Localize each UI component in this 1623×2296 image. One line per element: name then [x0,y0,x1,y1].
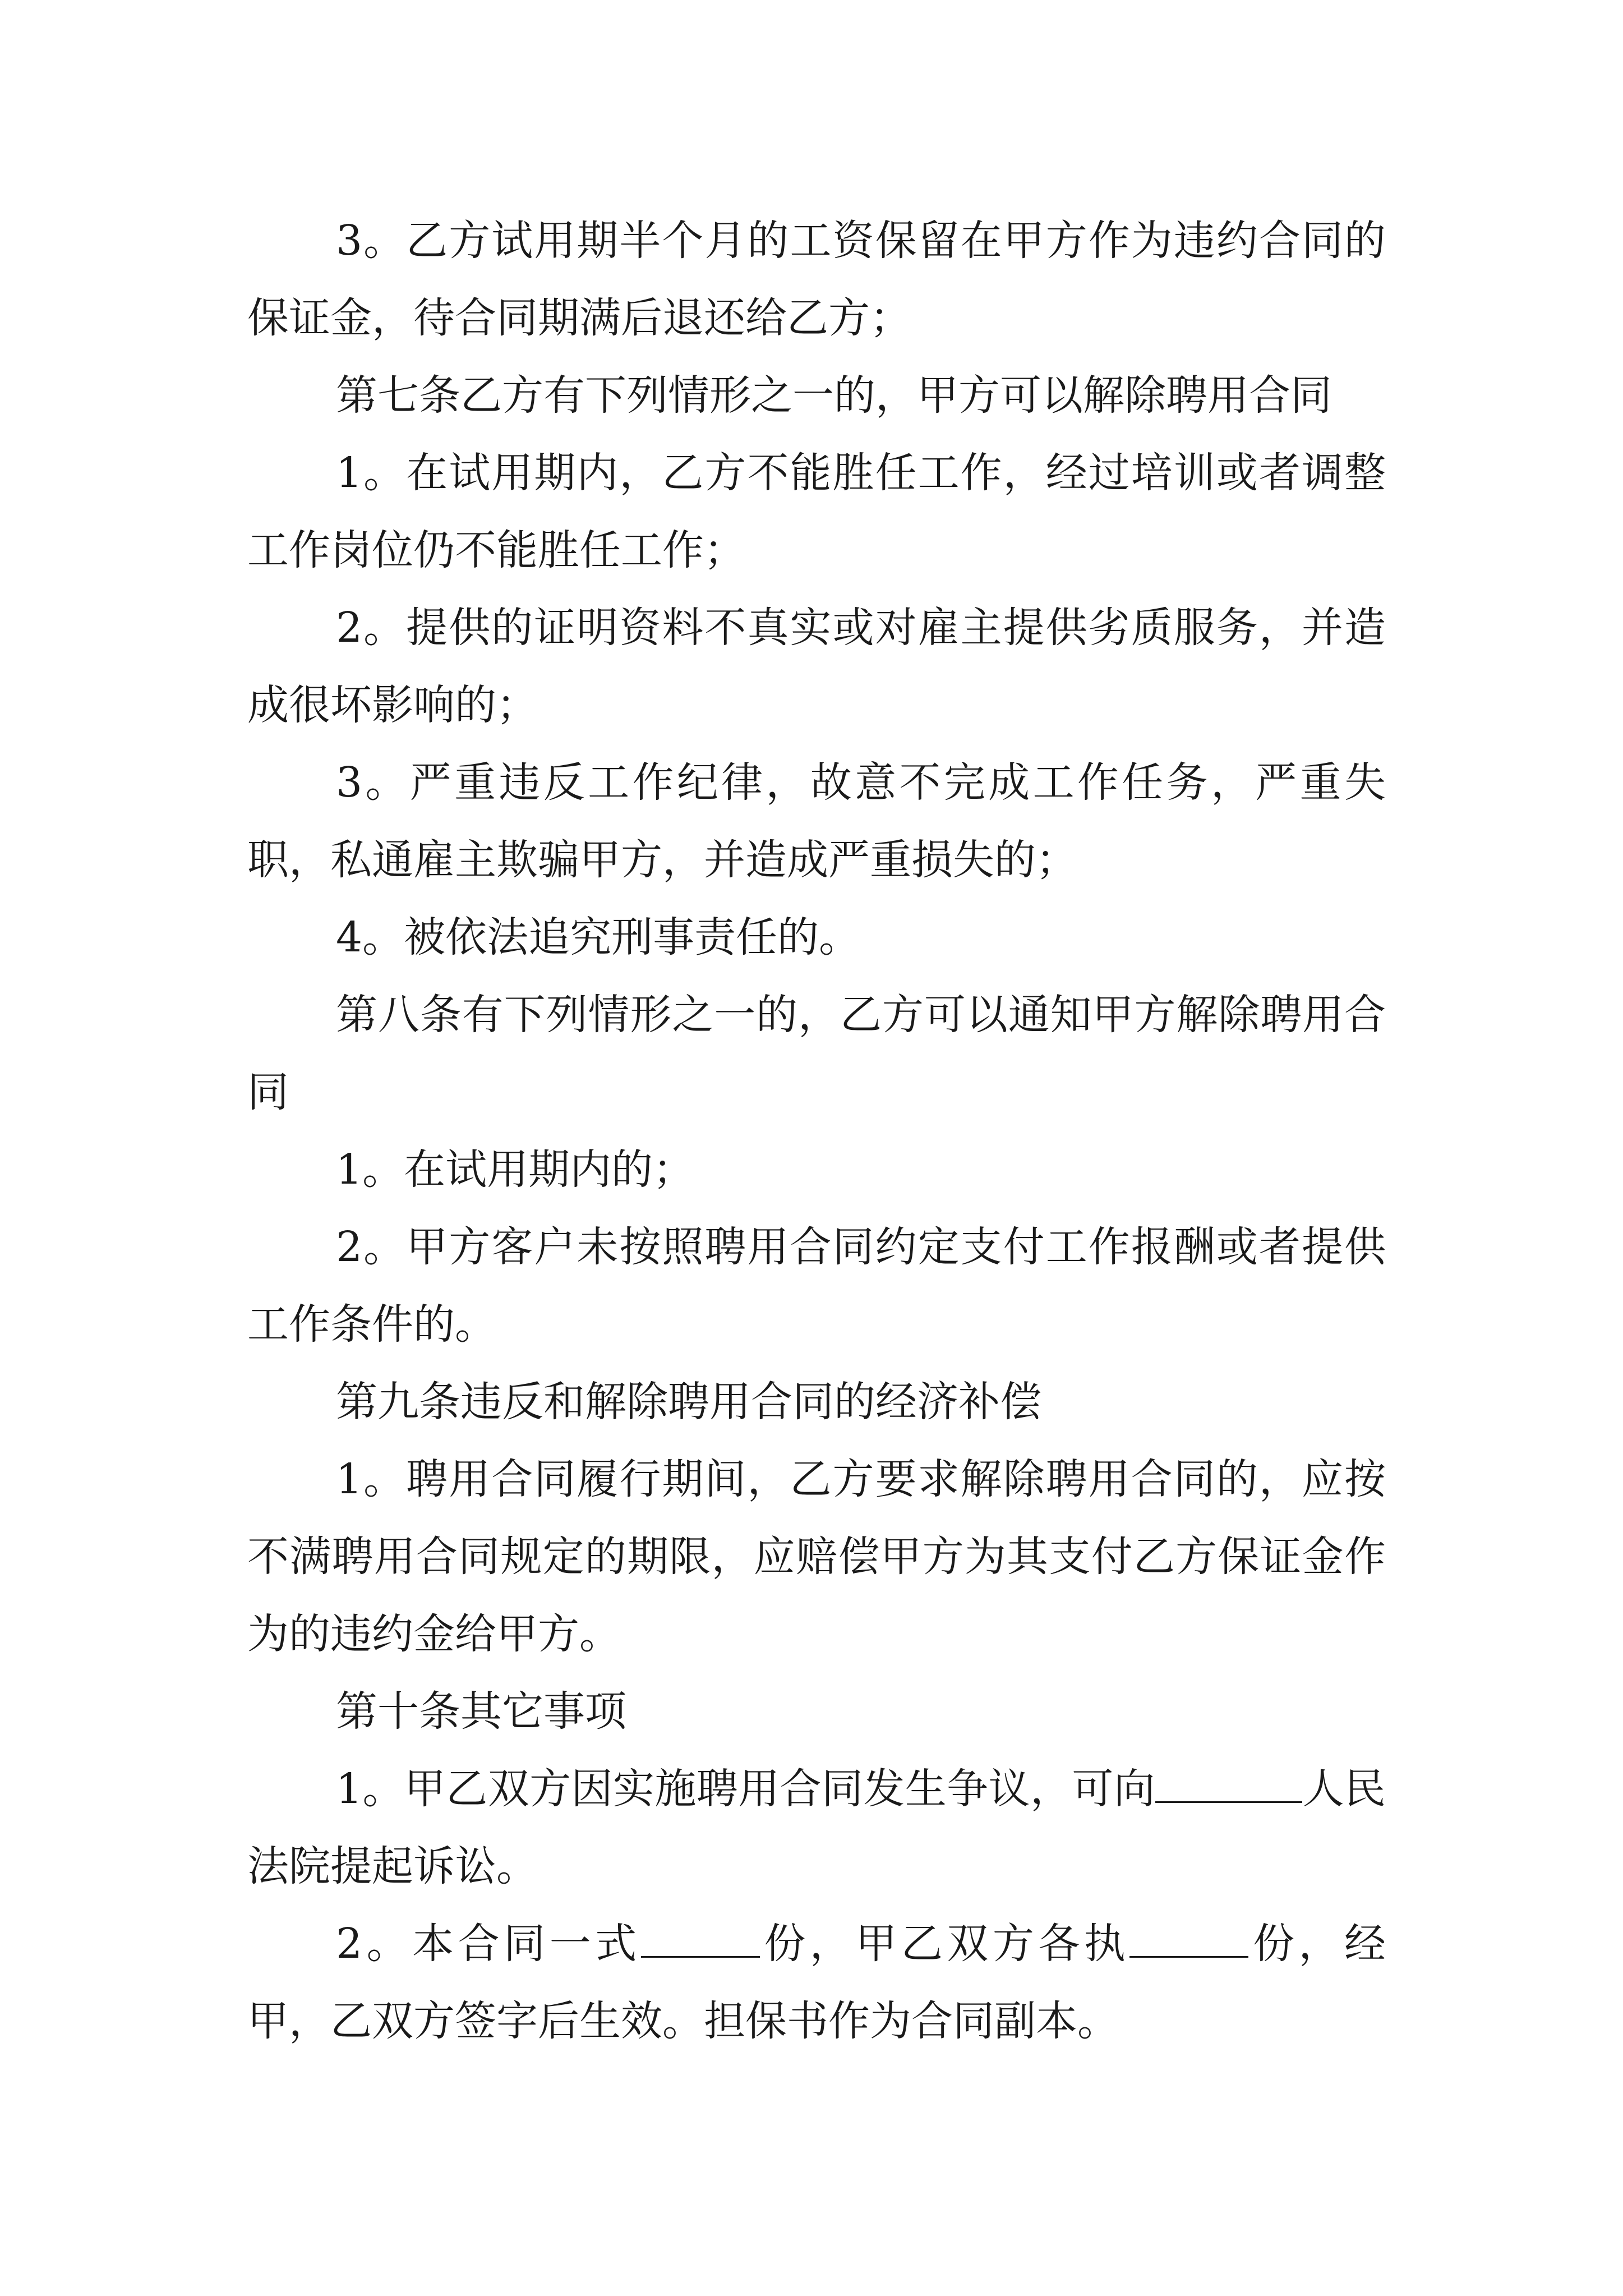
article-8-item-1: 1。在试用期内的； [336,1145,695,1194]
article-10-heading: 第十条其它事项 [336,1687,626,1736]
article-10-item-2 [247,1905,1386,2060]
article-7-item-2: 2。提供的证明资料不真实或对雇主提供劣质服务，并造成很坏影响的； [247,604,1386,729]
copies-clause-text-1: 2。本合同一式 [336,1920,641,1968]
article-7-heading: 第七条乙方有下列情形之一的，甲方可以解除聘用合同 [336,371,1332,420]
total-copies-blank [641,1921,760,1958]
article-7-item-4: 4。被依法追究刑事责任的。 [336,913,861,961]
article-10-item-1 [247,1750,1386,1905]
article-8-heading: 第八条有下列情形之一的，乙方可以通知甲方解除聘用合同 [247,991,1386,1116]
court-clause-text-after: 人民法院提起诉讼。 [247,1765,1386,1890]
document-body [247,202,1386,2060]
copies-clause-text-2: 份，甲乙双方各执 [759,1920,1130,1968]
article-9-item-1: 1。聘用合同履行期间，乙方要求解除聘用合同的，应按不满聘用合同规定的期限，应赔偿甲方为其支付乙方保证金作为的违约金给甲方。 [247,1455,1386,1658]
article-7-item-1: 1。在试用期内，乙方不能胜任工作，经过培训或者调整工作岗位仍不能胜任工作； [247,449,1386,574]
clause-deposit-item-3: 3。乙方试用期半个月的工资保留在甲方作为违约合同的保证金，待合同期满后退还给乙方； [247,217,1386,342]
article-7-item-3: 3。严重违反工作纪律，故意不完成工作任务，严重失职，私通雇主欺骗甲方，并造成严重损失的； [247,758,1386,884]
article-9-heading: 第九条违反和解除聘用合同的经济补偿 [336,1378,1041,1426]
court-clause-text-before: 1。甲乙双方因实施聘用合同发生争议，可向 [336,1765,1156,1813]
copies-each-blank [1129,1921,1248,1958]
copies-clause-text-3: 份，经甲，乙双方签字后生效。担保书作为合同副本。 [247,1920,1386,2045]
article-8-item-2: 2。甲方客户未按照聘用合同约定支付工作报酬或者提供工作条件的。 [247,1223,1386,1349]
court-name-blank [1155,1766,1302,1803]
